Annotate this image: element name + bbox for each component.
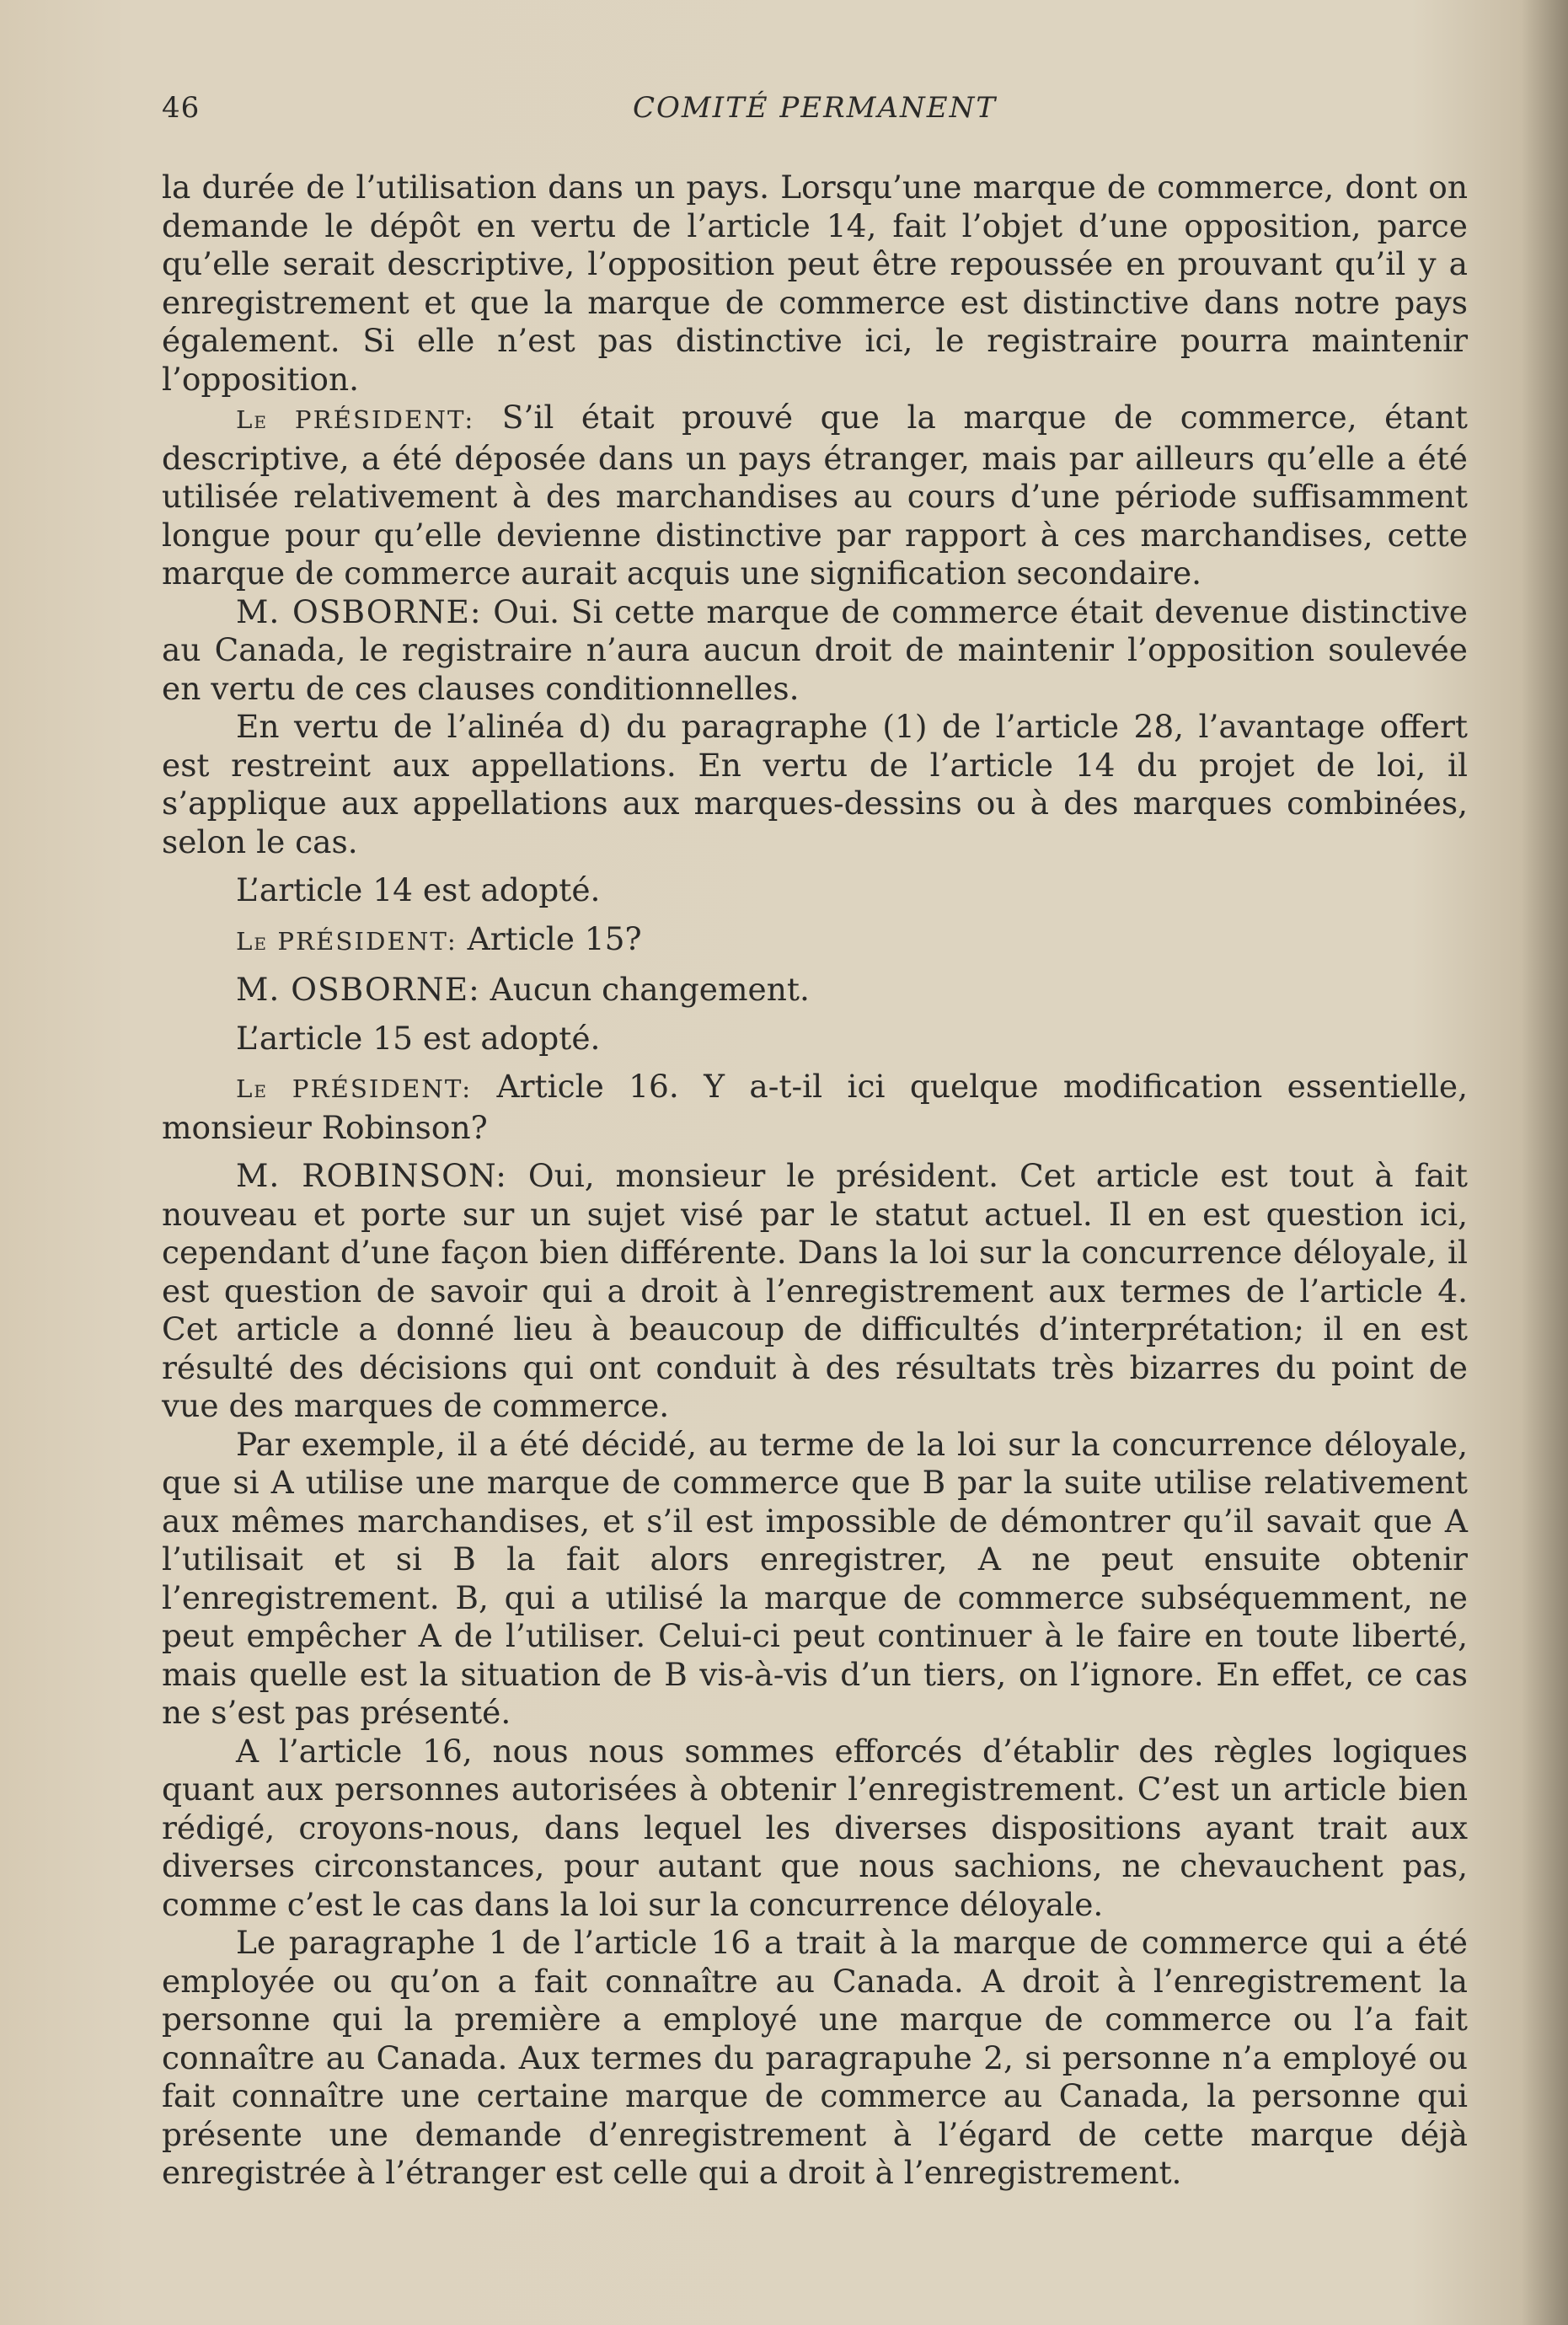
paragraph (162, 169, 1468, 399)
paragraph (162, 871, 1468, 910)
paragraph-text: Oui, monsieur le président. Cet article est tout à fait nouveau et porte sur un sujet visé par le statut actuel. Il en est question ici, cependant d’une façon bien différente. Dans la loi sur la concurrence déloyale, il est question de savoir qui a droit à l’enregistrement aux termes de l’article 4. Cet article a donné lieu à beaucoup de difficultés d’interprétation; il en est résulté des décisions qui ont conduit à des résultats très bizarres du point de vue des marques de commerce. (162, 1157, 1468, 1424)
speaker-label: Le PRÉSIDENT: (236, 405, 475, 434)
paragraph (162, 1426, 1468, 1733)
paragraph-text: Aucun changement. (490, 971, 810, 1008)
speaker-label: M. ROBINSON: (236, 1157, 507, 1194)
paragraph-text: En vertu de l’alinéa d) du paragraphe (1) de l’article 28, l’avantage offert est restreint aux appellations. En vertu de l’article 14 du projet de loi, il s’applique aux appellations aux marques-dessins ou à des marques combinées, selon le cas. (162, 708, 1468, 860)
speaker-label: M. OSBORNE: (236, 592, 482, 630)
paragraph-text: L’article 15 est adopté. (236, 1019, 601, 1057)
speaker-label: Le PRÉSIDENT: (236, 926, 458, 956)
paragraph-text: L’article 14 est adopté. (236, 871, 601, 908)
paragraph (162, 1733, 1468, 1925)
paragraph (162, 1924, 1468, 2193)
paragraph-text: A l’article 16, nous nous sommes efforcés d’établir des règles logiques quant aux personnes autorisées à obtenir l’enregistrement. C’est un article bien rédigé, croyons-nous, dans lequel les diverses dispositions ayant trait aux diverses circonstances, pour autant que nous sachions, ne chevauchent pas, comme c’est le cas dans la loi sur la concurrence déloyale. (162, 1732, 1468, 1923)
speaker-paragraph (162, 1068, 1468, 1147)
speaker-paragraph (162, 399, 1468, 593)
speaker-paragraph (162, 920, 1468, 962)
paragraph-text: Oui. Si cette marque de commerce était devenue distinctive au Canada, le registraire n’aura aucun droit de maintenir l’opposition soulevée en vertu de ces clauses conditionnelles. (162, 592, 1468, 707)
paragraph (162, 708, 1468, 861)
paragraph-text: S’il était prouvé que la marque de commerce, étant descriptive, a été déposée dans un pays étranger, mais par ailleurs qu’elle a été utilisée relativement à des marchandises au cours d’une période suffisamment longue pour qu’elle devienne distinctive par rapport à ces marchandises, cette marque de commerce aurait acquis une signification secondaire. (162, 399, 1468, 592)
paragraph-text: la durée de l’utilisation dans un pays. Lorsqu’une marque de commerce, dont on demande le dépôt en vertu de l’article 14, fait l’objet d’une opposition, parce qu’elle serait descriptive, l’opposition peut être repoussée en prouvant qu’il y a enregistrement et que la marque de commerce est distinctive dans notre pays également. Si elle n’est pas distinctive ici, le registraire pourra maintenir l’opposition. (162, 169, 1468, 398)
speaker-label: M. OSBORNE: (236, 971, 480, 1008)
paragraph-text: Article 16. Y a-t-il ici quelque modification essentielle, monsieur Robinson? (162, 1068, 1468, 1146)
paragraph (162, 1020, 1468, 1058)
speaker-paragraph (162, 971, 1468, 1010)
speaker-label: Le PRÉSIDENT: (236, 1074, 473, 1103)
running-title: COMITÉ PERMANENT (632, 91, 998, 125)
paragraph-text: Article 15? (467, 919, 642, 957)
paragraph-text: Par exemple, il a été décidé, au terme de la loi sur la concurrence déloyale, que si A utilise une marque de commerce que B par la suite utilise relativement aux mêmes marchandises, et s’il est impossible de démontrer qu’il savait que A l’utilisait et si B la fait alors enregistrer, A ne peut ensuite obtenir l’enregistrement. B, qui a utilisé la marque de commerce subséquemment, ne peut empêcher A de l’utiliser. Celui-ci peut continuer à le faire en toute liberté, mais quelle est la situation de B vis-à-vis d’un tiers, on l’ignore. En effet, ce cas ne s’est pas présenté. (162, 1425, 1468, 1731)
speaker-paragraph (162, 1157, 1468, 1426)
body-text (162, 169, 1468, 2193)
page-header (162, 91, 1468, 133)
page-number: 46 (162, 91, 201, 125)
speaker-paragraph (162, 593, 1468, 709)
paragraph-text: Le paragraphe 1 de l’article 16 a trait à la marque de commerce qui a été employée ou qu’on a fait connaître au Canada. A droit à l’enregistrement la personne qui la première a employé une marque de commerce ou l’a fait connaître au Canada. Aux termes du paragrapuhe 2, si personne n’a employé ou fait connaître une certaine marque de commerce au Canada, la personne qui présente une demande d’enregistrement à l’égard de cette marque déjà enregistrée à l’étranger est celle qui a droit à l’enregistrement. (162, 1924, 1468, 2191)
